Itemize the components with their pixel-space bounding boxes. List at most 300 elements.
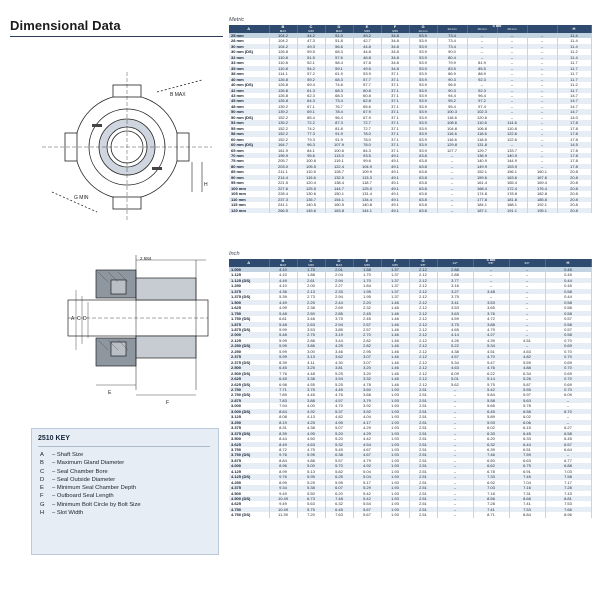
table-cell: –	[437, 452, 473, 457]
table-cell: 6.58	[509, 409, 545, 414]
table-cell: 0.58	[545, 300, 591, 305]
table-cell: 152.2	[269, 126, 297, 131]
table-cell: 167.6	[527, 175, 557, 180]
table-cell: 53.9	[409, 44, 437, 49]
table-cell: 2.51	[409, 409, 437, 414]
seal-front-view-diagram	[42, 72, 217, 222]
table-cell: 0.58	[545, 332, 591, 337]
table-cell: –	[437, 458, 473, 463]
key-letter: B	[40, 460, 44, 467]
table-cell: 3.00	[297, 349, 325, 354]
table-cell: 1.93	[381, 409, 409, 414]
table-cell: 2.51	[409, 387, 437, 392]
key-item	[40, 451, 141, 459]
table-cell: 1.46	[381, 360, 409, 365]
table-cell: 51.5	[297, 55, 325, 60]
table-cell: 63.8	[409, 197, 437, 202]
table-cell: –	[497, 109, 527, 114]
column-subheader: 1/2"	[452, 261, 458, 265]
table-cell: 118.6	[467, 131, 497, 136]
table-cell: 110.5	[297, 169, 325, 174]
table-cell: 126.8	[269, 88, 297, 93]
table-cell: 49.1	[381, 164, 409, 169]
table-cell: 1.37	[381, 267, 409, 272]
row-label-cell: 2.625 (DS)	[229, 382, 269, 387]
table-cell: 0.58	[545, 289, 591, 294]
table-cell: 4.65	[437, 327, 473, 332]
table-cell: –	[527, 77, 557, 82]
table-cell: –	[509, 278, 545, 283]
table-cell: 4.70	[473, 354, 509, 359]
column-subheader: MIN	[308, 29, 314, 33]
table-cell: 17.8	[557, 126, 591, 131]
table-cell: 8.84	[269, 458, 297, 463]
table-cell: 5.82	[325, 469, 353, 474]
table-cell: 69.4	[297, 82, 325, 87]
table-cell: 3.88	[297, 398, 325, 403]
table-cell: –	[473, 278, 509, 283]
table-cell: 5.01	[437, 376, 473, 381]
table-cell: 14.0	[557, 115, 591, 120]
table-cell: 6.27	[545, 425, 591, 430]
table-cell: 5.13	[297, 469, 325, 474]
table-cell: 3.81	[325, 365, 353, 370]
row-label-cell: 50 mm (DS)	[229, 115, 269, 120]
table-cell: 3.13	[297, 354, 325, 359]
table-cell: 80.4	[437, 55, 467, 60]
table-cell: 5.54	[353, 501, 381, 506]
table-cell: 78.0	[353, 137, 381, 142]
table-cell: 139.2	[269, 120, 297, 125]
table-cell: 4.17	[353, 420, 381, 425]
table-cell: 7.41	[473, 507, 509, 512]
table-cell: 63.8	[409, 153, 437, 158]
table-cell: 160.5	[325, 202, 353, 207]
table-cell: 6.20	[473, 436, 509, 441]
table-cell: 2.82	[353, 343, 381, 348]
row-label-cell: 2.250	[229, 349, 269, 354]
table-cell: 5.99	[269, 338, 297, 343]
table-cell: 0.44	[545, 278, 591, 283]
table-cell: 2.51	[409, 480, 437, 485]
key-box	[31, 428, 219, 555]
table-cell: 91.9	[325, 131, 353, 136]
table-cell: –	[509, 327, 545, 332]
table-cell: 2.12	[409, 283, 437, 288]
page-title: Dimensional Data	[10, 18, 121, 33]
table-cell: 5.34	[473, 343, 509, 348]
table-cell: 0.58	[545, 322, 591, 327]
table-cell: 5.89	[473, 414, 509, 419]
row-label-cell: 3.000 (DS)	[229, 409, 269, 414]
table-cell: 4.76	[473, 365, 509, 370]
table-cell: –	[437, 447, 473, 452]
table-cell: 1.46	[381, 327, 409, 332]
table-cell: 7.43	[545, 491, 591, 496]
key-text: – Outboard Seal Length	[52, 493, 114, 500]
table-cell: 2.12	[409, 294, 437, 299]
table-cell: 139.2	[269, 109, 297, 114]
table-cell: 68.3	[325, 93, 353, 98]
table-cell: 5.39	[269, 294, 297, 299]
table-cell: 85.5	[467, 66, 497, 71]
key-letter: D	[40, 476, 45, 483]
table-cell: –	[437, 197, 467, 202]
table-cell: 168.4	[467, 186, 497, 191]
table-cell: 44.8	[353, 44, 381, 49]
table-cell: 2.70	[353, 332, 381, 337]
table-cell: 4.39	[473, 338, 509, 343]
table-cell: 118.6	[467, 137, 497, 142]
table-cell: 63.8	[409, 202, 437, 207]
table-cell: 1.37	[381, 294, 409, 299]
table-cell: 3.32	[353, 376, 381, 381]
table-cell: 57.2	[297, 71, 325, 76]
table-cell: 131.4	[353, 191, 381, 196]
table-cell: 4.67	[353, 452, 381, 457]
table-cell: 9.34	[269, 485, 297, 490]
table-cell: 6.32	[325, 501, 353, 506]
table-cell: –	[437, 392, 473, 397]
table-cell: 37.1	[381, 115, 409, 120]
table-cell: 129.7	[467, 148, 497, 153]
table-cell: 3.92	[353, 409, 381, 414]
table-cell: 49.1	[381, 197, 409, 202]
table-cell: 5.99	[269, 327, 297, 332]
table-cell: 4.72	[473, 316, 509, 321]
table-cell: 78.4	[325, 109, 353, 114]
table-cell: 181.8	[497, 197, 527, 202]
row-label-cell: 30 mm	[229, 44, 269, 49]
table-cell: 8.56	[473, 496, 509, 501]
table-cell: 1.46	[381, 338, 409, 343]
table-cell: 1.46	[381, 376, 409, 381]
column-subheader: 3/4"	[524, 261, 530, 265]
table-cell: 3.86	[297, 343, 325, 348]
table-cell: 68.3	[325, 88, 353, 93]
table-cell: 4.75	[297, 447, 325, 452]
table-cell: 6.75	[509, 463, 545, 468]
table-cell: 76.7	[325, 104, 353, 109]
column-header	[557, 25, 591, 33]
table-cell: 5.20	[325, 436, 353, 441]
table-cell: 113.0	[325, 153, 353, 158]
table-cell: 85.4	[297, 115, 325, 120]
table-cell: 114.1	[269, 71, 297, 76]
row-label-cell: 58 mm	[229, 131, 269, 136]
table-cell: 192.1	[527, 202, 557, 207]
row-label-cell: 2.000	[229, 332, 269, 337]
table-cell: 63.8	[409, 164, 437, 169]
table-cell: 4.59	[437, 316, 473, 321]
column-subheader: MAX	[335, 29, 343, 33]
column-header	[353, 259, 381, 267]
table-cell: 79.9	[437, 60, 467, 65]
row-label-cell: 4.000	[229, 463, 269, 468]
column-header-label: E	[365, 258, 369, 263]
table-cell: 10.49	[269, 507, 297, 512]
table-cell: 63.8	[409, 180, 437, 185]
table-cell: 49.6	[353, 66, 381, 71]
table-cell: 152.1	[467, 169, 497, 174]
table-cell: 102.3	[467, 109, 497, 114]
table-cell: 172.4	[497, 186, 527, 191]
table-cell: 9.49	[269, 491, 297, 496]
table-cell: –	[437, 180, 467, 185]
table-cell: 99.6	[353, 158, 381, 163]
key-item	[40, 492, 141, 500]
table-cell: 61.9	[325, 71, 353, 76]
row-label-cell: 3.125	[229, 414, 269, 419]
table-cell: 116.6	[437, 131, 467, 136]
table-cell: 266.5	[269, 208, 297, 213]
column-subheader: MIN	[392, 29, 398, 33]
table-cell: 53.9	[409, 120, 437, 125]
table-cell: –	[527, 93, 557, 98]
table-cell: 2.51	[409, 507, 437, 512]
table-cell: 52.1	[297, 60, 325, 65]
table-cell: 126.8	[269, 98, 297, 103]
table-cell: 135.7	[297, 197, 325, 202]
table-cell: 139.2	[269, 104, 297, 109]
table-cell: 6.64	[545, 447, 591, 452]
table-cell: 2.51	[409, 501, 437, 506]
table-cell: 2.12	[409, 272, 437, 277]
table-cell: 2.04	[325, 272, 353, 277]
table-cell: 1.93	[381, 414, 409, 419]
table-cell: 73.4	[437, 38, 467, 43]
table-cell: 1.70	[353, 278, 381, 283]
table-cell: –	[437, 175, 467, 180]
table-cell: 4.55	[297, 382, 325, 387]
table-cell: 2.12	[409, 311, 437, 316]
table-cell: 1.93	[381, 431, 409, 436]
table-cell: 62.8	[353, 98, 381, 103]
table-cell: 1.37	[381, 278, 409, 283]
table-cell: 0.70	[545, 387, 591, 392]
column-subheader: MIN	[364, 29, 370, 33]
table-cell: 140.9	[467, 158, 497, 163]
column-header	[229, 25, 269, 33]
table-cell: 54.2	[297, 66, 325, 71]
key-letter: F	[40, 493, 44, 500]
table-cell: 67.1	[297, 104, 325, 109]
table-cell: 7.18	[473, 491, 509, 496]
label-e: E	[108, 390, 112, 396]
table-cell: 138.4	[325, 180, 353, 185]
table-cell: 53.9	[409, 77, 437, 82]
table-cell: 4.54	[353, 442, 381, 447]
key-item	[40, 468, 141, 476]
table-cell: 4.88	[509, 365, 545, 370]
column-header	[409, 25, 437, 33]
table-row	[229, 512, 591, 517]
table-cell: 53.9	[409, 137, 437, 142]
row-label-cell: 3.250	[229, 420, 269, 425]
column-header-label: G	[421, 258, 425, 263]
table-cell: 163.8	[325, 208, 353, 213]
table-cell: 2.12	[409, 316, 437, 321]
table-cell: 125.5	[297, 186, 325, 191]
table-cell: 4.30	[325, 360, 353, 365]
table-cell: 34.8	[381, 60, 409, 65]
table-cell: –	[509, 300, 545, 305]
row-label-cell: 1.750 (DS)	[229, 316, 269, 321]
table-cell: 20.8	[557, 208, 591, 213]
table-cell: –	[497, 55, 527, 60]
table-cell: 46.8	[353, 55, 381, 60]
table-cell: 1.93	[381, 436, 409, 441]
table-cell: 4.63	[437, 365, 473, 370]
table-cell: 49.1	[381, 180, 409, 185]
table-cell: 1.46	[381, 305, 409, 310]
key-item	[40, 501, 141, 509]
table-cell: 4.10	[269, 272, 297, 277]
table-cell: 73.4	[437, 44, 467, 49]
table-cell: 53.9	[409, 88, 437, 93]
table-cell: –	[509, 322, 545, 327]
table-cell: 37.1	[381, 131, 409, 136]
metric-label: Metric	[229, 17, 245, 23]
table-cell: 120.6	[467, 115, 497, 120]
table-cell: 3.79	[353, 398, 381, 403]
table-cell: 118.6	[437, 115, 467, 120]
table-cell: –	[527, 82, 557, 87]
table-cell: 8.68	[509, 496, 545, 501]
row-label-cell: 60 mm (DS)	[229, 142, 269, 147]
table-cell: 149.9	[467, 164, 497, 169]
row-label-cell: 2.625	[229, 376, 269, 381]
column-header	[229, 259, 269, 267]
table-cell: 2.61	[297, 278, 325, 283]
table-cell: –	[437, 169, 467, 174]
table-cell: 6.62	[473, 463, 509, 468]
column-header	[409, 259, 437, 267]
table-cell: 4.51	[473, 349, 509, 354]
table-cell: 7.41	[509, 501, 545, 506]
table-cell: –	[509, 283, 545, 288]
table-cell: 205.7	[269, 158, 297, 163]
table-cell: –	[527, 98, 557, 103]
table-cell: –	[497, 77, 527, 82]
table-cell: 7.89	[269, 392, 297, 397]
table-cell: –	[527, 49, 557, 54]
table-cell: –	[437, 208, 467, 213]
table-cell: 73.4	[325, 98, 353, 103]
table-cell: 3.46	[325, 349, 353, 354]
table-cell: 5.04	[353, 474, 381, 479]
table-cell: 1.93	[381, 485, 409, 490]
table-cell: 0.69	[545, 382, 591, 387]
table-cell: 2.12	[409, 278, 437, 283]
table-cell: 5.58	[473, 398, 509, 403]
table-cell: 126.8	[269, 49, 297, 54]
table-cell: 4.04	[353, 414, 381, 419]
column-header	[353, 25, 381, 33]
table-cell: 60.8	[353, 88, 381, 93]
table-cell: 68.3	[325, 77, 353, 82]
table-cell: 6.45	[269, 376, 297, 381]
table-cell: 5.59	[509, 360, 545, 365]
table-cell: 17.8	[557, 148, 591, 153]
table-cell: 62.3	[297, 93, 325, 98]
table-cell: 4.25	[325, 343, 353, 348]
table-cell: 104.8	[437, 126, 467, 131]
table-cell: 37.1	[381, 71, 409, 76]
table-cell: 5.48	[269, 322, 297, 327]
row-label-cell: 75 mm	[229, 158, 269, 163]
table-cell: 63.8	[409, 186, 437, 191]
table-cell: 67.9	[353, 109, 381, 114]
table-cell: 4.63	[297, 442, 325, 447]
table-cell: 53.9	[409, 142, 437, 147]
row-label-cell: 90 mm	[229, 175, 269, 180]
row-label-cell: 4.500 (DS)	[229, 496, 269, 501]
table-cell: 228.4	[269, 191, 297, 196]
table-cell: 1.46	[381, 365, 409, 370]
table-cell: 2.12	[409, 300, 437, 305]
table-cell: 17.8	[557, 158, 591, 163]
table-cell: 63.8	[409, 169, 437, 174]
table-cell: 5.95	[297, 474, 325, 479]
table-cell: 132.0	[325, 175, 353, 180]
table-cell: 3.76	[473, 311, 509, 316]
row-label-cell: 1.625	[229, 305, 269, 310]
column-header-label: G	[421, 24, 425, 29]
table-cell: –	[437, 153, 467, 158]
table-cell: –	[509, 316, 545, 321]
table-cell: 7.66	[545, 507, 591, 512]
table-cell: 20.8	[557, 186, 591, 191]
column-header	[381, 25, 409, 33]
table-cell: 4.57	[325, 398, 353, 403]
table-cell: 8.49	[269, 442, 297, 447]
table-cell: 221.5	[269, 180, 297, 185]
table-cell: –	[545, 403, 591, 408]
table-cell: 5.42	[353, 496, 381, 501]
table-cell: 2.51	[409, 414, 437, 419]
table-cell: 4.45	[325, 387, 353, 392]
table-cell: 122.4	[325, 164, 353, 169]
table-cell: 1.46	[381, 322, 409, 327]
table-cell: 1.46	[381, 371, 409, 376]
table-cell: –	[509, 305, 545, 310]
table-cell: 3.16	[437, 283, 473, 288]
row-label-cell: 80 mm	[229, 164, 269, 169]
table-cell: 104.2	[269, 33, 297, 38]
table-cell: 2.51	[409, 496, 437, 501]
table-cell: –	[527, 55, 557, 60]
column-subheader: MAX	[279, 263, 287, 267]
table-cell: 0.57	[545, 316, 591, 321]
table-cell: 2.33	[325, 289, 353, 294]
table-cell: 6.06	[509, 420, 545, 425]
table-cell: 104.9	[353, 164, 381, 169]
title-rule	[10, 36, 223, 37]
row-label-cell: 1.000	[229, 267, 269, 272]
table-cell: 126.8	[269, 77, 297, 82]
table-cell: 20.8	[557, 202, 591, 207]
table-cell: 11.4	[557, 33, 591, 38]
table-cell: 2.00	[297, 283, 325, 288]
table-cell: 17.8	[557, 153, 591, 158]
table-cell: 8.96	[545, 512, 591, 517]
table-cell: –	[527, 158, 557, 163]
table-cell: 11.7	[557, 66, 591, 71]
table-cell: –	[497, 142, 527, 147]
table-cell: 4.79	[473, 327, 509, 332]
table-cell: 7.28	[473, 501, 509, 506]
